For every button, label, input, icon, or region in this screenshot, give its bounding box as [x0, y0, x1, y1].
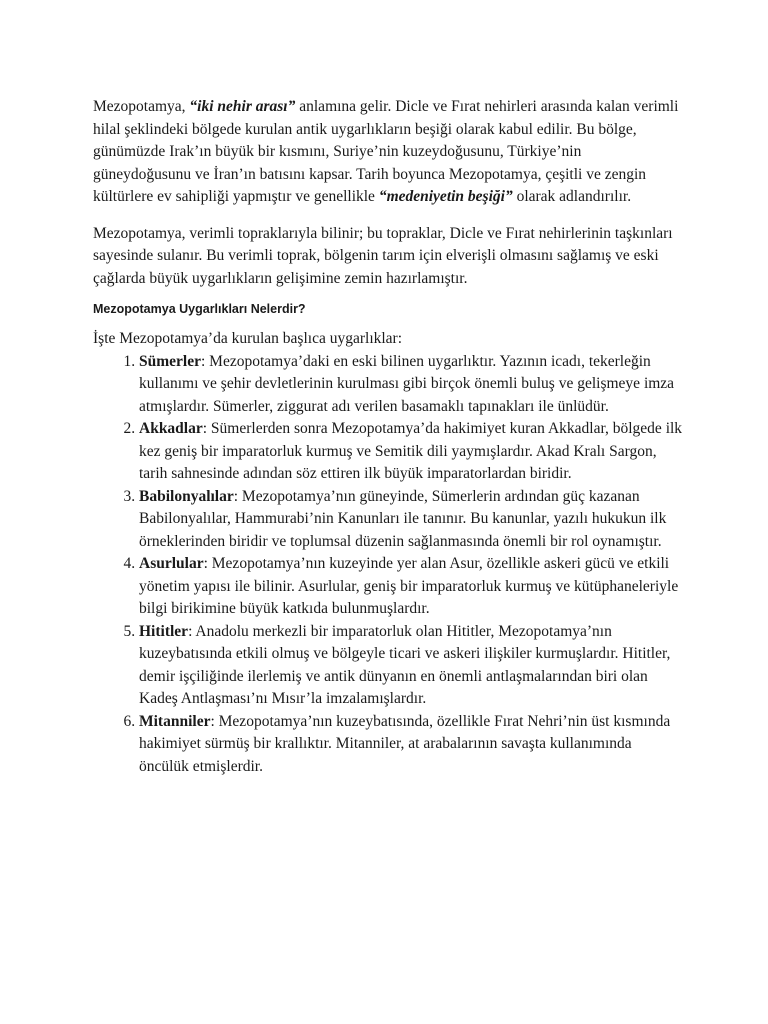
emphasis-iki-nehir-arasi: “iki nehir arası”: [189, 98, 296, 115]
document-page: [93, 96, 683, 778]
civilization-name: Hititler: [139, 622, 189, 640]
civilizations-list: [93, 351, 683, 779]
civilization-name: Asurlular: [139, 555, 204, 572]
civilization-description: : Anadolu merkezli bir imparatorluk olan Hititler, Mezopotamya’nın kuzeybatısında etkili olmuş ve bölgeyle ticari ve askeri ilişkiler kurmuşlardır. Hititler, demir işçiliğinde ilerlemiş ve antik dünyanın en önemli antlaşmalarından biri olan Kadeş Antlaşması’nı Mısır’la imzalamışlardır.: [139, 622, 671, 707]
emphasis-medeniyetin-besigi: “medeniyetin beşiği”: [378, 188, 513, 205]
intro-text-part2: anlamına gelir. Dicle ve Fırat nehirleri arasında kalan verimli hilal şeklindeki bölgede kurulan antik uygarlıkların beşiği olarak kabul edilir. Bu bölge, günümüzde Irak’ın büyük bir kısmını, Suriye’nin kuzeydoğusunu, Türkiye’nin güneydoğusunu ve İran’ın batısını kapsar. Tarih boyunca Mezopotamya, çeşitli ve zengin kültürlere ev sahipliği yapmıştır ve genellikle: [93, 98, 679, 205]
intro-paragraph: [93, 96, 683, 209]
list-item-asurlular: [139, 553, 683, 621]
civilization-description: : Mezopotamya’nın kuzeyinde yer alan Asur, özellikle askeri gücü ve etkili yönetim yapısı ile bilinir. Asurlular, geniş bir imparatorluk kurmuş ve kütüphaneleriyle bilgi birikimine büyük katkıda bulunmuşlardır.: [139, 555, 679, 617]
civilization-description: : Mezopotamya’daki en eski bilinen uygarlıktır. Yazının icadı, tekerleğin kullanımı ve şehir devletlerinin kurulması gibi birçok önemli buluş ve gelişmeye imza atmışlardır. Sümerler, ziggurat adı verilen basamaklı tapınakları ile ünlüdür.: [139, 352, 675, 415]
list-item-sumerler: [139, 351, 683, 419]
section-heading: Mezopotamya Uygarlıkları Nelerdir?: [93, 302, 306, 316]
fertile-land-paragraph: Mezopotamya, verimli topraklarıyla bilinir; bu topraklar, Dicle ve Fırat nehirlerinin taşkınları sayesinde sulanır. Bu verimli toprak, bölgenin tarım için elverişli olmasını sağlamış ve eski çağlarda büyük uygarlıkların gelişimine zemin hazırlamıştır.: [93, 224, 673, 287]
intro-text-part1: Mezopotamya,: [93, 98, 190, 115]
list-item-mitanniler: [139, 711, 683, 779]
list-intro: İşte Mezopotamya’da kurulan başlıca uygarlıklar:: [93, 330, 403, 347]
civilization-name: Babilonyalılar: [139, 487, 234, 505]
list-item-hititler: [139, 621, 683, 711]
civilization-name: Akkadlar: [139, 420, 203, 437]
civilization-name: Mitanniler: [139, 712, 211, 730]
civilization-description: : Mezopotamya’nın güneyinde, Sümerlerin ardından güç kazanan Babilonyalılar, Hammurabi’nin Kanunları ile tanınır. Bu kanunlar, yazılı hukukun ilk örneklerinden biridir ve toplumsal düzenin sağlanmasında önemli bir rol oynamıştır.: [139, 487, 667, 550]
civilization-description: : Mezopotamya’nın kuzeybatısında, özellikle Fırat Nehri’nin üst kısmında hakimiyet sürmüş bir krallıktır. Mitanniler, at arabalarının savaşta kullanımında öncülük etmişlerdir.: [139, 712, 671, 775]
intro-text-part3: olarak adlandırılır.: [512, 188, 632, 205]
list-item-akkadlar: [139, 418, 683, 486]
list-item-babilonyalilar: [139, 486, 683, 554]
civilization-description: : Sümerlerden sonra Mezopotamya’da hakimiyet kuran Akkadlar, bölgede ilk kez geniş bir imparatorluk kurmuş ve Semitik dili yaymışlardır. Akad Kralı Sargon, tarih sahnesinde adından söz ettiren ilk büyük imparatorlardan biridir.: [139, 420, 683, 482]
civilization-name: Sümerler: [139, 352, 201, 370]
